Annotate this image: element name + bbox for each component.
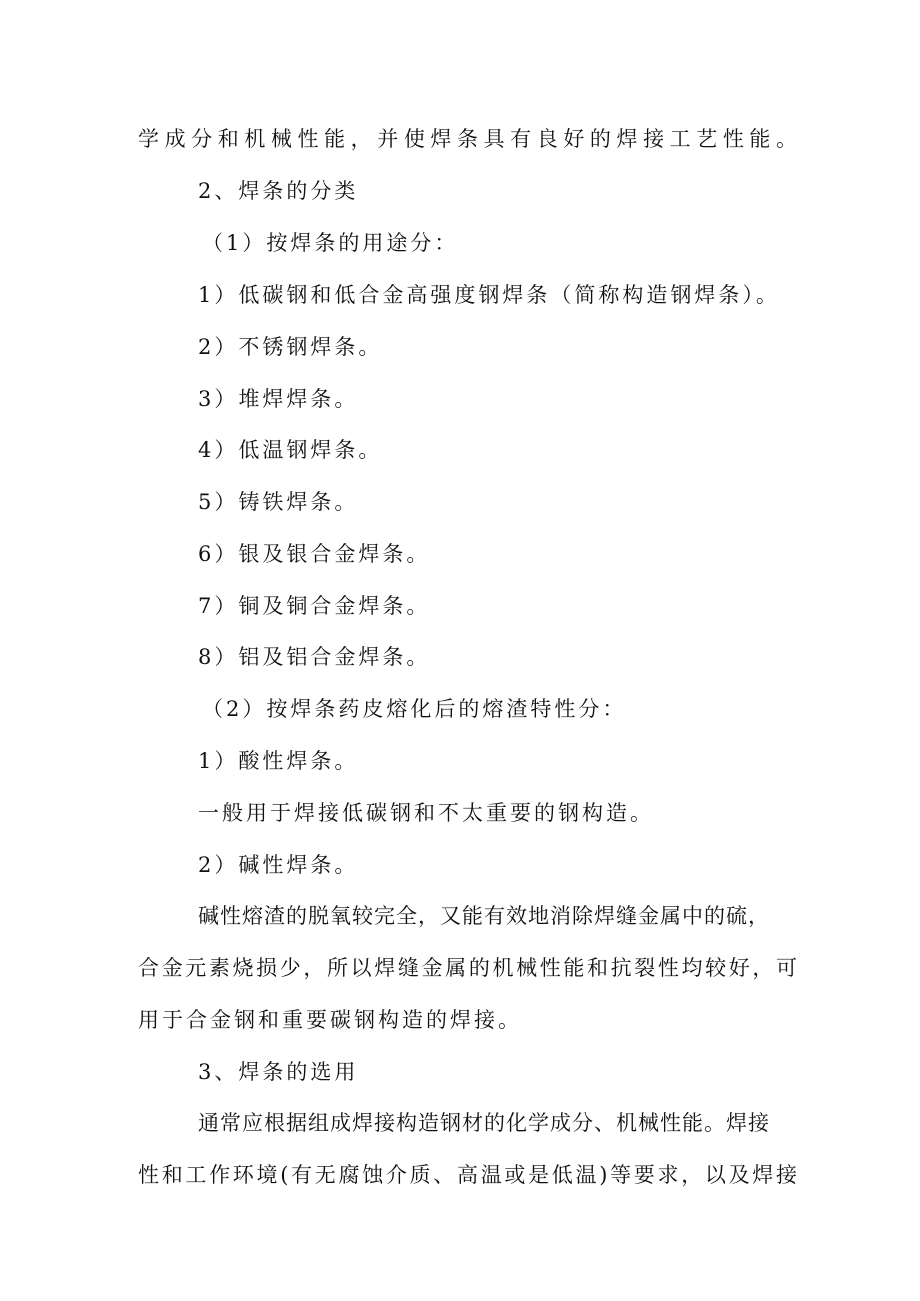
subheading-by-slag: （2）按焊条药皮熔化后的熔渣特性分： [202, 697, 627, 721]
body-text: 通常应根据组成焊接构造钢材的化学成分、机械性能。焊接 [198, 1111, 770, 1135]
list-item: 2）不锈钢焊条。 [198, 335, 383, 359]
list-item: 5）铸铁焊条。 [198, 490, 359, 514]
list-item: 2）碱性焊条。 [198, 853, 359, 877]
body-text: 性和工作环境(有无腐蚀介质、高温或是低温)等要求，以及焊接 [138, 1163, 798, 1187]
list-item: 4）低温钢焊条。 [198, 438, 383, 462]
list-item: 1）酸性焊条。 [198, 749, 359, 773]
body-text: 碱性熔渣的脱氧较完全，又能有效地消除焊缝金属中的硫， [198, 904, 770, 928]
section-heading-classification: 2、焊条的分类 [198, 179, 359, 203]
body-text: 用于合金钢和重要碳钢构造的焊接。 [138, 1008, 522, 1032]
list-item: 8）铝及铝合金焊条。 [198, 645, 431, 669]
body-text: 一般用于焊接低碳钢和不太重要的钢构造。 [198, 801, 654, 825]
list-item: 6）银及银合金焊条。 [198, 542, 431, 566]
list-item: 7）铜及铜合金焊条。 [198, 594, 431, 618]
section-heading-selection: 3、焊条的选用 [198, 1060, 359, 1084]
paragraph-continuation: 学成分和机械性能，并使焊条具有良好的焊接工艺性能。 [138, 127, 798, 151]
body-text: 合金元素烧损少，所以焊缝金属的机械性能和抗裂性均较好，可 [138, 956, 798, 980]
list-item: 1）低碳钢和低合金高强度钢焊条（简称构造钢焊条）。 [198, 283, 780, 307]
list-item: 3）堆焊焊条。 [198, 387, 359, 411]
subheading-by-use: （1）按焊条的用途分： [202, 231, 459, 255]
